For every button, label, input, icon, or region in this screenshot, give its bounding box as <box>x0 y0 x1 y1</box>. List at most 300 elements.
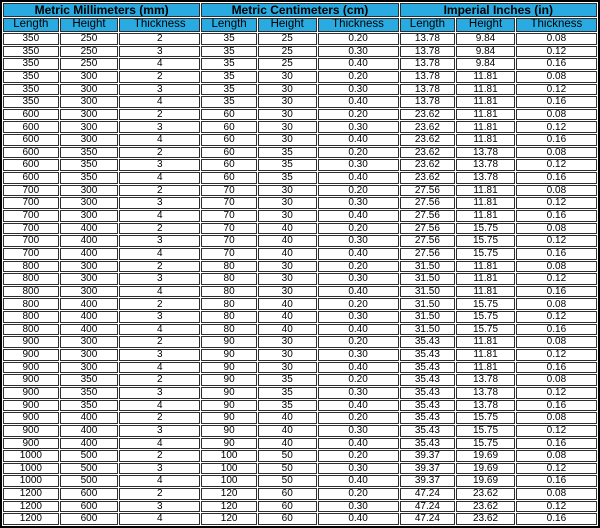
table-cell: 11.81 <box>456 210 515 222</box>
table-cell: 600 <box>60 501 119 513</box>
table-cell: 35 <box>258 159 317 171</box>
table-cell: 27.56 <box>400 223 456 235</box>
table-cell: 1000 <box>3 450 59 462</box>
table-cell: 40 <box>258 298 317 310</box>
table-cell: 0.40 <box>318 400 399 412</box>
table-cell: 600 <box>3 172 59 184</box>
table-cell: 120 <box>201 488 257 500</box>
table-cell: 50 <box>258 450 317 462</box>
table-cell: 13.78 <box>456 387 515 399</box>
group-header-imperial-in: Imperial Inches (in) <box>400 3 597 17</box>
table-cell: 25 <box>258 33 317 45</box>
table-cell: 0.30 <box>318 463 399 475</box>
table-cell: 11.81 <box>456 121 515 133</box>
table-cell: 30 <box>258 273 317 285</box>
table-cell: 4 <box>119 210 200 222</box>
table-cell: 3 <box>119 387 200 399</box>
table-cell: 400 <box>60 298 119 310</box>
column-header-cm-height: Height <box>258 18 317 32</box>
table-cell: 0.20 <box>318 488 399 500</box>
table-cell: 700 <box>3 248 59 260</box>
table-cell: 13.78 <box>456 374 515 386</box>
table-cell: 40 <box>258 412 317 424</box>
table-cell: 19.69 <box>456 450 515 462</box>
table-cell: 0.20 <box>318 261 399 273</box>
table-cell: 700 <box>3 235 59 247</box>
table-cell: 900 <box>3 400 59 412</box>
table-cell: 900 <box>3 374 59 386</box>
table-cell: 700 <box>3 197 59 209</box>
table-cell: 30 <box>258 185 317 197</box>
table-cell: 600 <box>3 134 59 146</box>
table-cell: 3 <box>119 159 200 171</box>
table-cell: 0.40 <box>318 324 399 336</box>
table-cell: 70 <box>201 185 257 197</box>
table-cell: 15.75 <box>456 298 515 310</box>
table-cell: 11.81 <box>456 71 515 83</box>
table-cell: 0.40 <box>318 58 399 70</box>
table-cell: 30 <box>258 96 317 108</box>
table-cell: 4 <box>119 134 200 146</box>
table-cell: 0.12 <box>516 121 597 133</box>
table-cell: 19.69 <box>456 475 515 487</box>
table-cell: 800 <box>3 261 59 273</box>
table-cell: 11.81 <box>456 185 515 197</box>
table-cell: 4 <box>119 324 200 336</box>
table-cell: 31.50 <box>400 324 456 336</box>
table-row <box>3 121 597 133</box>
table-cell: 35.43 <box>400 400 456 412</box>
table-cell: 0.12 <box>516 159 597 171</box>
table-cell: 0.40 <box>318 438 399 450</box>
column-header-cm-thickness: Thickness <box>318 18 399 32</box>
table-cell: 0.20 <box>318 147 399 159</box>
table-cell: 35 <box>201 46 257 58</box>
table-cell: 31.50 <box>400 273 456 285</box>
table-cell: 250 <box>60 33 119 45</box>
table-cell: 600 <box>3 159 59 171</box>
table-cell: 40 <box>258 248 317 260</box>
table-cell: 0.08 <box>516 71 597 83</box>
table-cell: 600 <box>60 513 119 525</box>
table-cell: 900 <box>3 438 59 450</box>
table-cell: 23.62 <box>456 488 515 500</box>
table-cell: 13.78 <box>400 71 456 83</box>
table-cell: 0.30 <box>318 425 399 437</box>
table-cell: 0.40 <box>318 513 399 525</box>
table-cell: 100 <box>201 475 257 487</box>
column-header-in-height: Height <box>456 18 515 32</box>
table-cell: 900 <box>3 336 59 348</box>
table-cell: 0.30 <box>318 235 399 247</box>
table-cell: 11.81 <box>456 273 515 285</box>
table-cell: 60 <box>258 488 317 500</box>
table-cell: 40 <box>258 324 317 336</box>
table-cell: 0.12 <box>516 311 597 323</box>
table-cell: 0.20 <box>318 185 399 197</box>
table-cell: 40 <box>258 223 317 235</box>
table-cell: 0.12 <box>516 197 597 209</box>
table-cell: 90 <box>201 438 257 450</box>
table-cell: 0.12 <box>516 46 597 58</box>
table-cell: 600 <box>60 488 119 500</box>
table-cell: 90 <box>201 400 257 412</box>
table-cell: 800 <box>3 298 59 310</box>
table-cell: 1000 <box>3 463 59 475</box>
table-cell: 0.20 <box>318 336 399 348</box>
table-cell: 0.40 <box>318 475 399 487</box>
table-row <box>3 488 597 500</box>
table-cell: 90 <box>201 349 257 361</box>
column-header-mm-length: Length <box>3 18 59 32</box>
table-cell: 400 <box>60 235 119 247</box>
table-cell: 4 <box>119 58 200 70</box>
table-row <box>3 311 597 323</box>
table-cell: 13.78 <box>456 147 515 159</box>
table-cell: 700 <box>3 185 59 197</box>
table-cell: 0.08 <box>516 374 597 386</box>
table-row <box>3 223 597 235</box>
table-cell: 0.16 <box>516 58 597 70</box>
table-cell: 30 <box>258 349 317 361</box>
table-row <box>3 362 597 374</box>
table-cell: 0.12 <box>516 463 597 475</box>
table-cell: 9.84 <box>456 46 515 58</box>
table-row <box>3 58 597 70</box>
table-cell: 30 <box>258 109 317 121</box>
table-cell: 4 <box>119 400 200 412</box>
table-cell: 0.08 <box>516 488 597 500</box>
table-cell: 47.24 <box>400 513 456 525</box>
table-cell: 700 <box>3 223 59 235</box>
table-cell: 0.40 <box>318 172 399 184</box>
table-cell: 3 <box>119 425 200 437</box>
table-cell: 0.16 <box>516 248 597 260</box>
table-row <box>3 501 597 513</box>
table-cell: 13.78 <box>400 84 456 96</box>
table-cell: 15.75 <box>456 425 515 437</box>
table-cell: 70 <box>201 235 257 247</box>
table-row <box>3 46 597 58</box>
table-row <box>3 96 597 108</box>
table-cell: 120 <box>201 501 257 513</box>
table-cell: 11.81 <box>456 286 515 298</box>
table-cell: 350 <box>60 400 119 412</box>
table-cell: 0.08 <box>516 33 597 45</box>
table-cell: 25 <box>258 46 317 58</box>
table-cell: 250 <box>60 58 119 70</box>
table-cell: 1000 <box>3 475 59 487</box>
table-cell: 13.78 <box>456 159 515 171</box>
table-cell: 0.12 <box>516 84 597 96</box>
table-cell: 35.43 <box>400 438 456 450</box>
table-cell: 27.56 <box>400 210 456 222</box>
table-cell: 3 <box>119 463 200 475</box>
table-cell: 80 <box>201 311 257 323</box>
table-cell: 0.20 <box>318 223 399 235</box>
table-cell: 2 <box>119 450 200 462</box>
table-cell: 2 <box>119 71 200 83</box>
table-cell: 25 <box>258 58 317 70</box>
table-row <box>3 185 597 197</box>
table-cell: 80 <box>201 261 257 273</box>
table-cell: 40 <box>258 235 317 247</box>
table-body <box>3 33 597 525</box>
table-cell: 23.62 <box>400 159 456 171</box>
table-cell: 23.62 <box>400 134 456 146</box>
table-cell: 35 <box>258 147 317 159</box>
table-row <box>3 248 597 260</box>
table-row <box>3 475 597 487</box>
table-cell: 2 <box>119 336 200 348</box>
table-row <box>3 71 597 83</box>
table-cell: 500 <box>60 463 119 475</box>
table-cell: 80 <box>201 286 257 298</box>
table-cell: 350 <box>3 58 59 70</box>
table-cell: 0.20 <box>318 33 399 45</box>
table-cell: 80 <box>201 324 257 336</box>
table-cell: 90 <box>201 362 257 374</box>
table-cell: 0.16 <box>516 324 597 336</box>
table-cell: 0.12 <box>516 425 597 437</box>
table-cell: 0.40 <box>318 362 399 374</box>
table-cell: 2 <box>119 412 200 424</box>
table-row <box>3 374 597 386</box>
group-header-metric-cm: Metric Centimeters (cm) <box>201 3 398 17</box>
table-cell: 31.50 <box>400 298 456 310</box>
table-cell: 0.08 <box>516 261 597 273</box>
table-cell: 0.08 <box>516 336 597 348</box>
table-cell: 100 <box>201 463 257 475</box>
table-cell: 350 <box>3 33 59 45</box>
table-cell: 60 <box>201 134 257 146</box>
table-row <box>3 336 597 348</box>
table-cell: 60 <box>201 172 257 184</box>
table-cell: 0.20 <box>318 71 399 83</box>
table-cell: 4 <box>119 362 200 374</box>
table-row <box>3 387 597 399</box>
table-cell: 350 <box>3 46 59 58</box>
table-cell: 3 <box>119 46 200 58</box>
table-cell: 0.30 <box>318 349 399 361</box>
table-cell: 35 <box>201 96 257 108</box>
table-row <box>3 298 597 310</box>
table-cell: 47.24 <box>400 501 456 513</box>
table-cell: 2 <box>119 488 200 500</box>
column-header-cm-length: Length <box>201 18 257 32</box>
table-cell: 3 <box>119 84 200 96</box>
table-cell: 0.30 <box>318 46 399 58</box>
table-cell: 0.30 <box>318 84 399 96</box>
table-cell: 500 <box>60 475 119 487</box>
table-cell: 0.08 <box>516 412 597 424</box>
table-row <box>3 84 597 96</box>
table-cell: 35 <box>258 374 317 386</box>
table-cell: 11.81 <box>456 109 515 121</box>
table-cell: 300 <box>60 185 119 197</box>
table-cell: 0.12 <box>516 387 597 399</box>
table-cell: 39.37 <box>400 475 456 487</box>
table-cell: 0.30 <box>318 159 399 171</box>
table-cell: 13.78 <box>400 33 456 45</box>
table-cell: 35 <box>201 84 257 96</box>
table-cell: 0.40 <box>318 134 399 146</box>
table-cell: 90 <box>201 336 257 348</box>
table-cell: 0.16 <box>516 286 597 298</box>
table-cell: 50 <box>258 475 317 487</box>
table-cell: 2 <box>119 298 200 310</box>
table-cell: 31.50 <box>400 261 456 273</box>
table-cell: 39.37 <box>400 450 456 462</box>
table-cell: 35.43 <box>400 412 456 424</box>
table-cell: 0.08 <box>516 185 597 197</box>
table-row <box>3 412 597 424</box>
table-cell: 350 <box>3 96 59 108</box>
table-cell: 300 <box>60 84 119 96</box>
column-header-mm-height: Height <box>60 18 119 32</box>
column-header-row <box>3 18 597 32</box>
table-cell: 35 <box>201 33 257 45</box>
table-cell: 30 <box>258 134 317 146</box>
table-cell: 300 <box>60 349 119 361</box>
table-cell: 27.56 <box>400 248 456 260</box>
table-cell: 30 <box>258 84 317 96</box>
table-cell: 0.30 <box>318 501 399 513</box>
table-cell: 80 <box>201 298 257 310</box>
table-cell: 13.78 <box>400 46 456 58</box>
table-cell: 3 <box>119 121 200 133</box>
table-cell: 0.16 <box>516 96 597 108</box>
table-cell: 300 <box>60 273 119 285</box>
table-cell: 35 <box>258 400 317 412</box>
table-cell: 0.16 <box>516 475 597 487</box>
table-cell: 0.08 <box>516 298 597 310</box>
table-cell: 350 <box>60 387 119 399</box>
table-cell: 3 <box>119 273 200 285</box>
table-cell: 35.43 <box>400 362 456 374</box>
table-cell: 300 <box>60 336 119 348</box>
table-row <box>3 513 597 525</box>
table-row <box>3 349 597 361</box>
table-cell: 90 <box>201 412 257 424</box>
table-row <box>3 210 597 222</box>
table-cell: 30 <box>258 336 317 348</box>
table-cell: 23.62 <box>400 147 456 159</box>
table-cell: 35 <box>258 172 317 184</box>
table-cell: 4 <box>119 475 200 487</box>
table-cell: 35 <box>258 387 317 399</box>
table-cell: 350 <box>3 84 59 96</box>
table-cell: 2 <box>119 109 200 121</box>
table-row <box>3 438 597 450</box>
table-cell: 0.12 <box>516 273 597 285</box>
table-cell: 3 <box>119 197 200 209</box>
table-cell: 80 <box>201 273 257 285</box>
table-cell: 30 <box>258 286 317 298</box>
table-cell: 0.16 <box>516 134 597 146</box>
table-row <box>3 286 597 298</box>
table-cell: 0.30 <box>318 387 399 399</box>
table-cell: 350 <box>60 172 119 184</box>
table-cell: 15.75 <box>456 235 515 247</box>
table-cell: 60 <box>258 501 317 513</box>
table-cell: 500 <box>60 450 119 462</box>
table-cell: 2 <box>119 374 200 386</box>
table-row <box>3 425 597 437</box>
table-cell: 11.81 <box>456 197 515 209</box>
table-cell: 31.50 <box>400 311 456 323</box>
table-cell: 1200 <box>3 488 59 500</box>
table-cell: 2 <box>119 223 200 235</box>
table-cell: 0.30 <box>318 121 399 133</box>
table-cell: 350 <box>60 147 119 159</box>
table-cell: 9.84 <box>456 33 515 45</box>
table-row <box>3 197 597 209</box>
table-cell: 400 <box>60 324 119 336</box>
table-cell: 0.16 <box>516 172 597 184</box>
column-header-in-thickness: Thickness <box>516 18 597 32</box>
table-cell: 19.69 <box>456 463 515 475</box>
table-cell: 900 <box>3 387 59 399</box>
table-cell: 39.37 <box>400 463 456 475</box>
table-cell: 800 <box>3 324 59 336</box>
table-cell: 1200 <box>3 501 59 513</box>
table-cell: 23.62 <box>400 172 456 184</box>
table-row <box>3 400 597 412</box>
table-row <box>3 134 597 146</box>
table-cell: 90 <box>201 425 257 437</box>
table-cell: 27.56 <box>400 185 456 197</box>
table-cell: 3 <box>119 501 200 513</box>
table-cell: 9.84 <box>456 58 515 70</box>
table-cell: 100 <box>201 450 257 462</box>
table-cell: 4 <box>119 438 200 450</box>
table-cell: 2 <box>119 185 200 197</box>
table-cell: 15.75 <box>456 438 515 450</box>
table-row <box>3 463 597 475</box>
table-cell: 2 <box>119 261 200 273</box>
table-row <box>3 450 597 462</box>
table-cell: 800 <box>3 311 59 323</box>
table-cell: 35.43 <box>400 387 456 399</box>
table-cell: 35.43 <box>400 336 456 348</box>
table-cell: 11.81 <box>456 84 515 96</box>
table-cell: 0.08 <box>516 147 597 159</box>
table-cell: 15.75 <box>456 324 515 336</box>
table-cell: 40 <box>258 438 317 450</box>
table-cell: 30 <box>258 197 317 209</box>
table-cell: 11.81 <box>456 261 515 273</box>
table-cell: 900 <box>3 412 59 424</box>
table-cell: 13.78 <box>400 58 456 70</box>
table-cell: 15.75 <box>456 412 515 424</box>
table-cell: 0.40 <box>318 96 399 108</box>
table-cell: 300 <box>60 362 119 374</box>
table-cell: 70 <box>201 223 257 235</box>
table-cell: 13.78 <box>400 96 456 108</box>
table-cell: 47.24 <box>400 488 456 500</box>
table-cell: 0.08 <box>516 109 597 121</box>
table-cell: 0.40 <box>318 210 399 222</box>
table-cell: 60 <box>201 121 257 133</box>
table-cell: 60 <box>258 513 317 525</box>
table-cell: 4 <box>119 286 200 298</box>
table-cell: 700 <box>3 210 59 222</box>
table-cell: 0.40 <box>318 286 399 298</box>
table-cell: 0.08 <box>516 223 597 235</box>
table-cell: 0.30 <box>318 273 399 285</box>
table-cell: 0.08 <box>516 450 597 462</box>
